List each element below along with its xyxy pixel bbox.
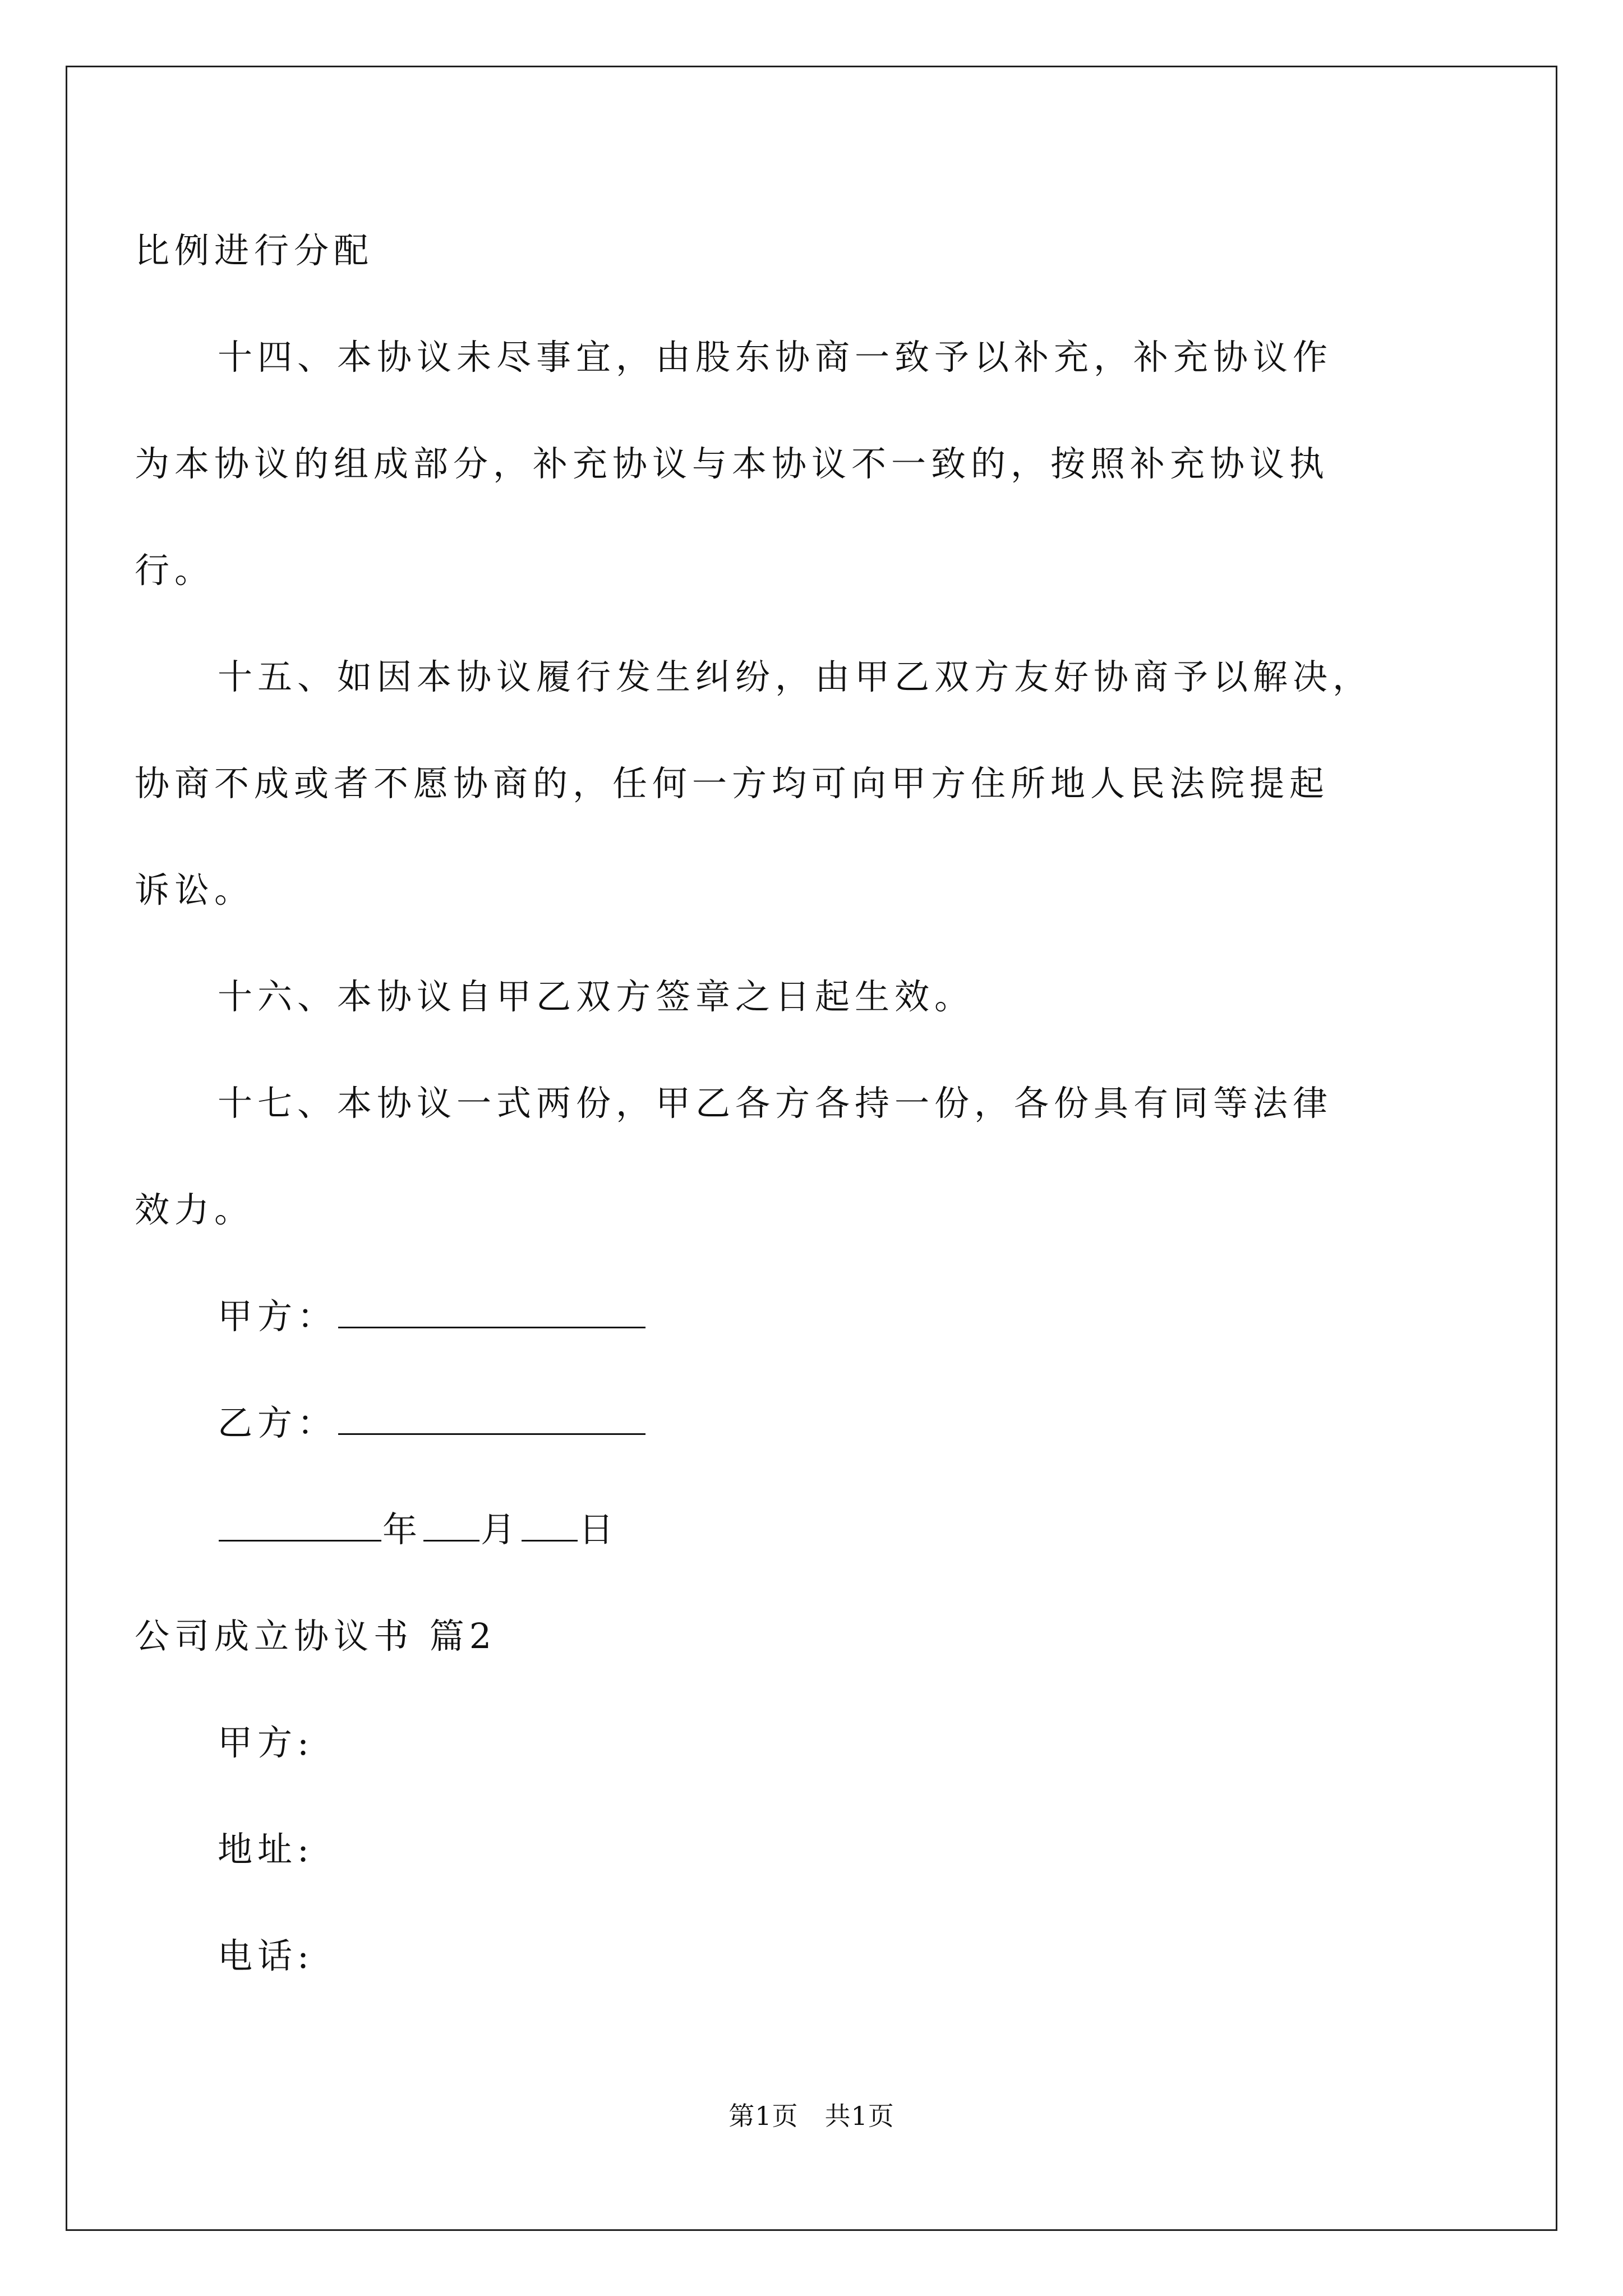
- date-line: [218, 1507, 619, 1552]
- party-b-blank[interactable]: [338, 1403, 645, 1435]
- page-border: [66, 66, 1557, 2231]
- day-label: 日: [579, 1509, 619, 1550]
- month-blank[interactable]: [423, 1510, 479, 1542]
- clause-17-line-1: 十七、本协议一式两份，甲乙各方各持一份，各份具有同等法律: [218, 1083, 1333, 1124]
- party-b-label: 乙方：: [218, 1402, 338, 1443]
- clause-14-line-2: 为本协议的组成部分，补充协议与本协议不一致的，按照补充协议执: [135, 443, 1330, 484]
- day-blank[interactable]: [522, 1510, 578, 1542]
- clause-15-line-1: 十五、如因本协议履行发生纠纷，由甲乙双方友好协商予以解决，: [218, 656, 1373, 697]
- party-b-signature-line: [218, 1401, 647, 1446]
- clause-15-line-2: 协商不成或者不愿协商的，任何一方均可向甲方住所地人民法院提起: [135, 763, 1330, 804]
- month-label: 月: [481, 1509, 521, 1550]
- clause-16-line: 十六、本协议自甲乙双方签章之日起生效。: [218, 976, 975, 1017]
- year-label: 年: [382, 1509, 423, 1550]
- party-a-label: 甲方：: [218, 1296, 338, 1337]
- clause-14-line-1: 十四、本协议未尽事宜，由股东协商一致予以补充，补充协议作: [218, 337, 1333, 378]
- party-a-signature-line: [218, 1294, 647, 1339]
- field-address: 地址:: [218, 1829, 314, 1870]
- clause-14-line-3: 行。: [135, 550, 215, 591]
- field-party-a: 甲方:: [218, 1722, 314, 1763]
- clause-17-line-2: 效力。: [135, 1189, 255, 1230]
- clause-15-line-3: 诉讼。: [135, 869, 255, 910]
- page-number: 第1页 共1页: [728, 2101, 895, 2131]
- year-blank[interactable]: [219, 1510, 381, 1542]
- text-line: 比例进行分配: [135, 230, 374, 271]
- section-title: 公司成立协议书 篇2: [135, 1616, 497, 1657]
- field-phone: 电话:: [218, 1935, 314, 1976]
- party-a-blank[interactable]: [338, 1296, 645, 1328]
